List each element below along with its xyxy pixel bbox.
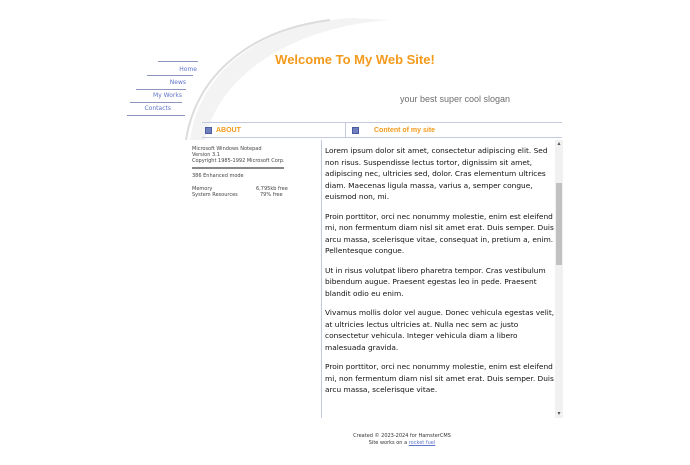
content-text: [325, 145, 557, 404]
content-section-icon: [352, 127, 359, 134]
content-heading: Content of my site: [374, 127, 436, 134]
footer: [322, 433, 482, 447]
memory-value: 6,795kb free: [256, 186, 288, 192]
about-mode: 386 Enhanced mode: [192, 173, 244, 179]
nav-divider: [147, 75, 193, 76]
section-bar-bottom: [202, 137, 562, 138]
nav-item-contacts[interactable]: Contacts: [144, 105, 171, 112]
about-info: [192, 146, 302, 198]
site-title: Welcome To My Web Site!: [275, 52, 435, 67]
footer-works: Site works on a rocket fuel: [368, 440, 436, 446]
about-section-icon: [205, 127, 212, 134]
nav-divider: [136, 89, 186, 90]
nav-divider: [127, 115, 185, 116]
resources-label: System Resources: [192, 192, 238, 198]
about-line: Copyright 1985-1992 Microsoft Corp.: [192, 158, 285, 164]
about-separator: [192, 167, 284, 169]
content-paragraph: Lorem ipsum dolor sit amet, consectetur adipiscing elit. Sed non risus. Suspendisse lectus tortor, dignissim sit amet, adipiscing nec, ultricies sed, dolor. Cras elementum ultrices diam. Maecenas ligula massa, varius a, semper congue, euismod non, mi.: [325, 146, 548, 201]
scroll-up-icon[interactable]: ▴: [557, 140, 561, 147]
section-divider: [345, 123, 346, 137]
nav-item-my-works[interactable]: My Works: [153, 92, 182, 99]
nav-divider: [130, 102, 182, 103]
nav-item-news[interactable]: News: [169, 79, 186, 86]
site-slogan: your best super cool slogan: [400, 94, 511, 104]
content-paragraph: Proin porttitor, orci nec nonummy molestie, enim est eleifend mi, non fermentum diam nisl sit amet erat. Duis semper. Duis arcu massa, scelerisque vitae.: [325, 362, 554, 394]
scroll-down-icon[interactable]: ▾: [557, 410, 561, 417]
footer-link[interactable]: rocket fuel: [408, 440, 436, 446]
memory-label: Memory: [192, 186, 213, 192]
section-bar-top: [202, 122, 562, 123]
about-line: Microsoft Windows Notepad: [192, 146, 262, 152]
footer-created: Created © 2023-2024 for HamsterCMS: [353, 433, 451, 439]
content-paragraph: Vivamus mollis dolor vel augue. Donec vehicula egestas velit, at ultricies lectus ultricies at. Nulla nec sem ac justo consectetur vehicula. Integer vehicula diam a libero malesuada gravida.: [325, 308, 555, 352]
about-line: Version 3.1: [192, 152, 220, 158]
content-scrollbar[interactable]: [555, 140, 563, 418]
nav-item-home[interactable]: Home: [179, 66, 197, 73]
about-heading: ABOUT: [216, 127, 241, 134]
content-paragraph: Ut in risus volutpat libero pharetra tempor. Cras vestibulum bibendum augue. Praesent egestas leo in pede. Praesent blandit odio eu enim.: [325, 265, 546, 298]
content-frame[interactable]: [321, 140, 564, 418]
resources-row: [192, 192, 302, 198]
resources-value: 79% free: [260, 192, 283, 198]
scroll-thumb[interactable]: [556, 183, 562, 265]
content-paragraph: Proin porttitor, orci nec nonummy molestie, enim est eleifend mi, non fermentum diam nisl sit amet erat. Duis semper. Duis arcu massa, scelerisque vitae, consequat in, pretium a, enim. Pellentesque congue.: [325, 211, 554, 255]
nav-divider: [158, 61, 198, 62]
